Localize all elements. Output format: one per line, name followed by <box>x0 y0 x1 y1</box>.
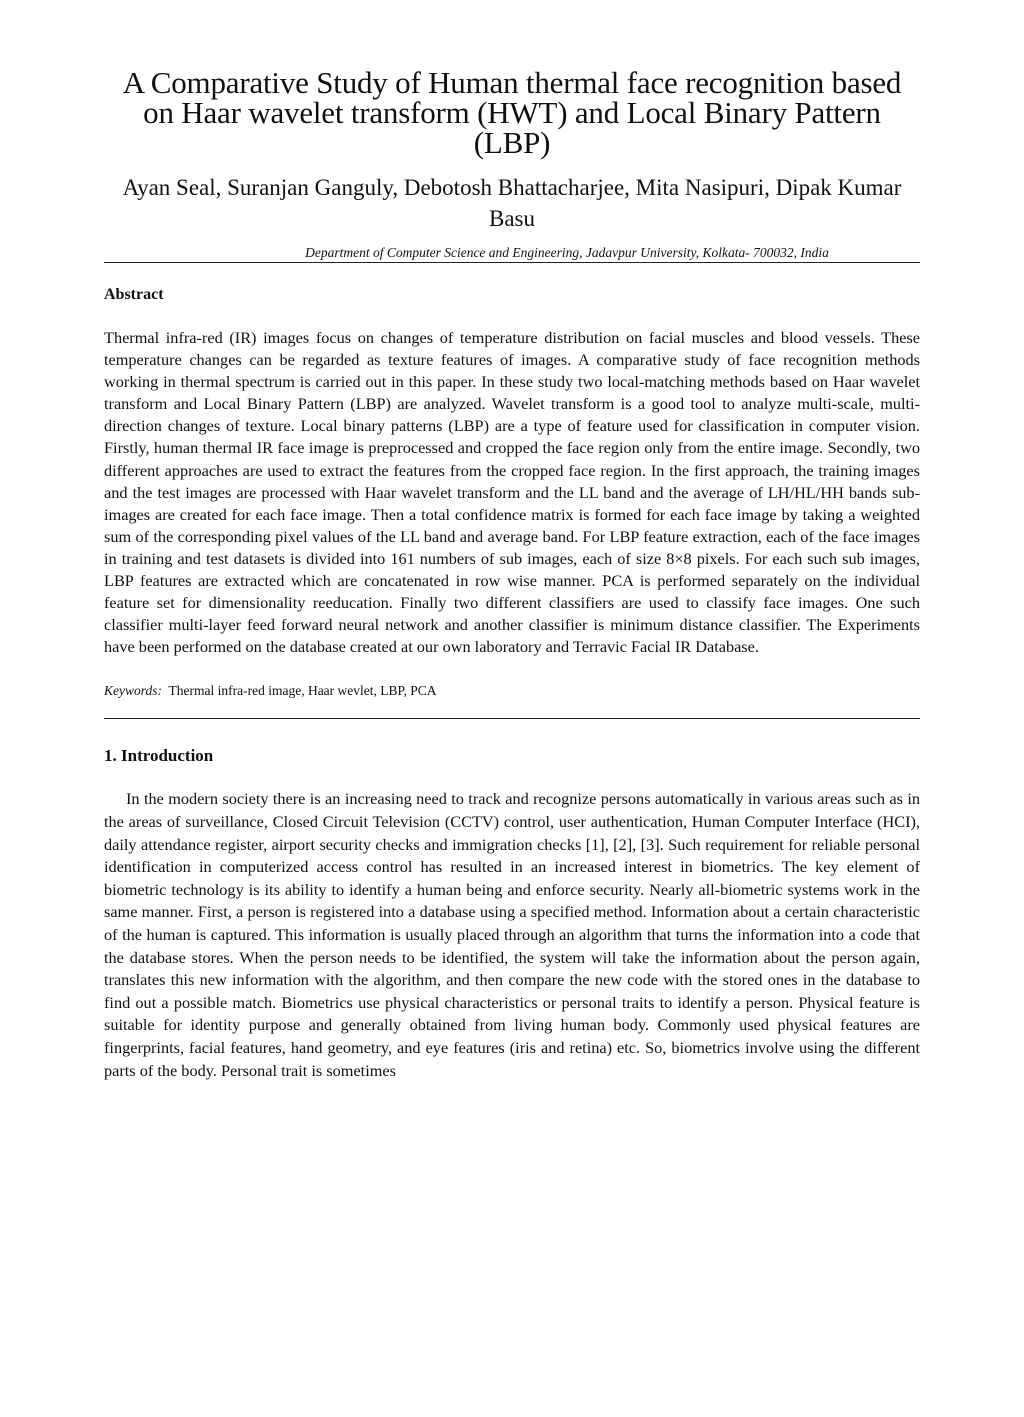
keywords-line <box>104 682 920 700</box>
keywords-text: Thermal infra-red image, Haar wevlet, LBP, PCA <box>168 683 437 699</box>
introduction-text: In the modern society there is an increasing need to track and recognize persons automatically in various areas such as in the areas of surveillance, Closed Circuit Television (CCTV) control, user authentication, Human Computer Interface (HCI), daily attendance register, airport security checks and immigration checks [1], [2], [3]. Such requirement for reliable personal identification in computerized access control has resulted in an increased interest in biometrics. The key element of biometric technology is its ability to identify a human being and enforce security. Nearly all-biometric systems work in the same manner. First, a person is registered into a database using a specified method. Information about a certain characteristic of the human is captured. This information is usually placed through an algorithm that turns the information into a code that the database stores. When the person needs to be identified, the system will take the information about the person again, translates this new information with the algorithm, and then compare the new code with the stored ones in the database to find out a possible match. Biometrics use physical characteristics or personal traits to identify a person. Physical feature is suitable for identity purpose and generally obtained from living human body. Commonly used physical features are fingerprints, facial features, hand geometry, and eye features (iris and retina) etc. So, biometrics involve using the different parts of the body. Personal trait is sometimes <box>104 789 920 1080</box>
abstract-text: Thermal infra-red (IR) images focus on changes of temperature distribution on facial muscles and blood vessels. These temperature changes can be regarded as texture features of images. A comparative study of face recognition methods working in thermal spectrum is carried out in this paper. In these study two local-matching methods based on Haar wavelet transform and Local Binary Pattern (LBP) are analyzed. Wavelet transform is a good tool to analyze multi-scale, multi-direction changes of texture. Local binary patterns (LBP) are a type of feature used for classification in computer vision. Firstly, human thermal IR face image is preprocessed and cropped the face region only from the entire image. Secondly, two different approaches are used to extract the features from the cropped face region. In the first approach, the training images and the test images are processed with Haar wavelet transform and the LL band and the average of LH/HL/HH bands sub-images are created for each face image. Then a total confidence matrix is formed for each face image by taking a weighted sum of the corresponding pixel values of the LL band and average band. For LBP feature extraction, each of the face images in training and test datasets is divided into 161 numbers of sub images, each of size 8×8 pixels. For each such sub images, LBP features are extracted which are concatenated in row wise manner. PCA is performed separately on the individual feature set for dimensionality reeducation. Finally two different classifiers are used to classify face images. One such classifier multi-layer feed forward neural network and another classifier is minimum distance classifier. The Experiments have been performed on the database created at our own laboratory and Terravic Facial IR Database. <box>104 328 920 657</box>
paper-page <box>104 0 920 1417</box>
header-divider <box>104 262 920 263</box>
affiliation: Department of Computer Science and Engineering, Jadavpur University, Kolkata- 700032, India <box>305 245 829 260</box>
introduction-heading: 1. Introduction <box>104 746 214 766</box>
affiliation-row <box>104 244 920 262</box>
keywords-label: Keywords: <box>104 683 162 699</box>
paper-title: A Comparative Study of Human thermal face recognition based on Haar wavelet transform (HWT) and Local Binary Pattern (LBP) <box>122 65 902 160</box>
author-list: Ayan Seal, Suranjan Ganguly, Debotosh Bhattacharjee, Mita Nasipuri, Dipak Kumar Basu <box>122 175 902 231</box>
abstract-divider <box>104 718 920 719</box>
abstract-heading: Abstract <box>104 286 164 303</box>
